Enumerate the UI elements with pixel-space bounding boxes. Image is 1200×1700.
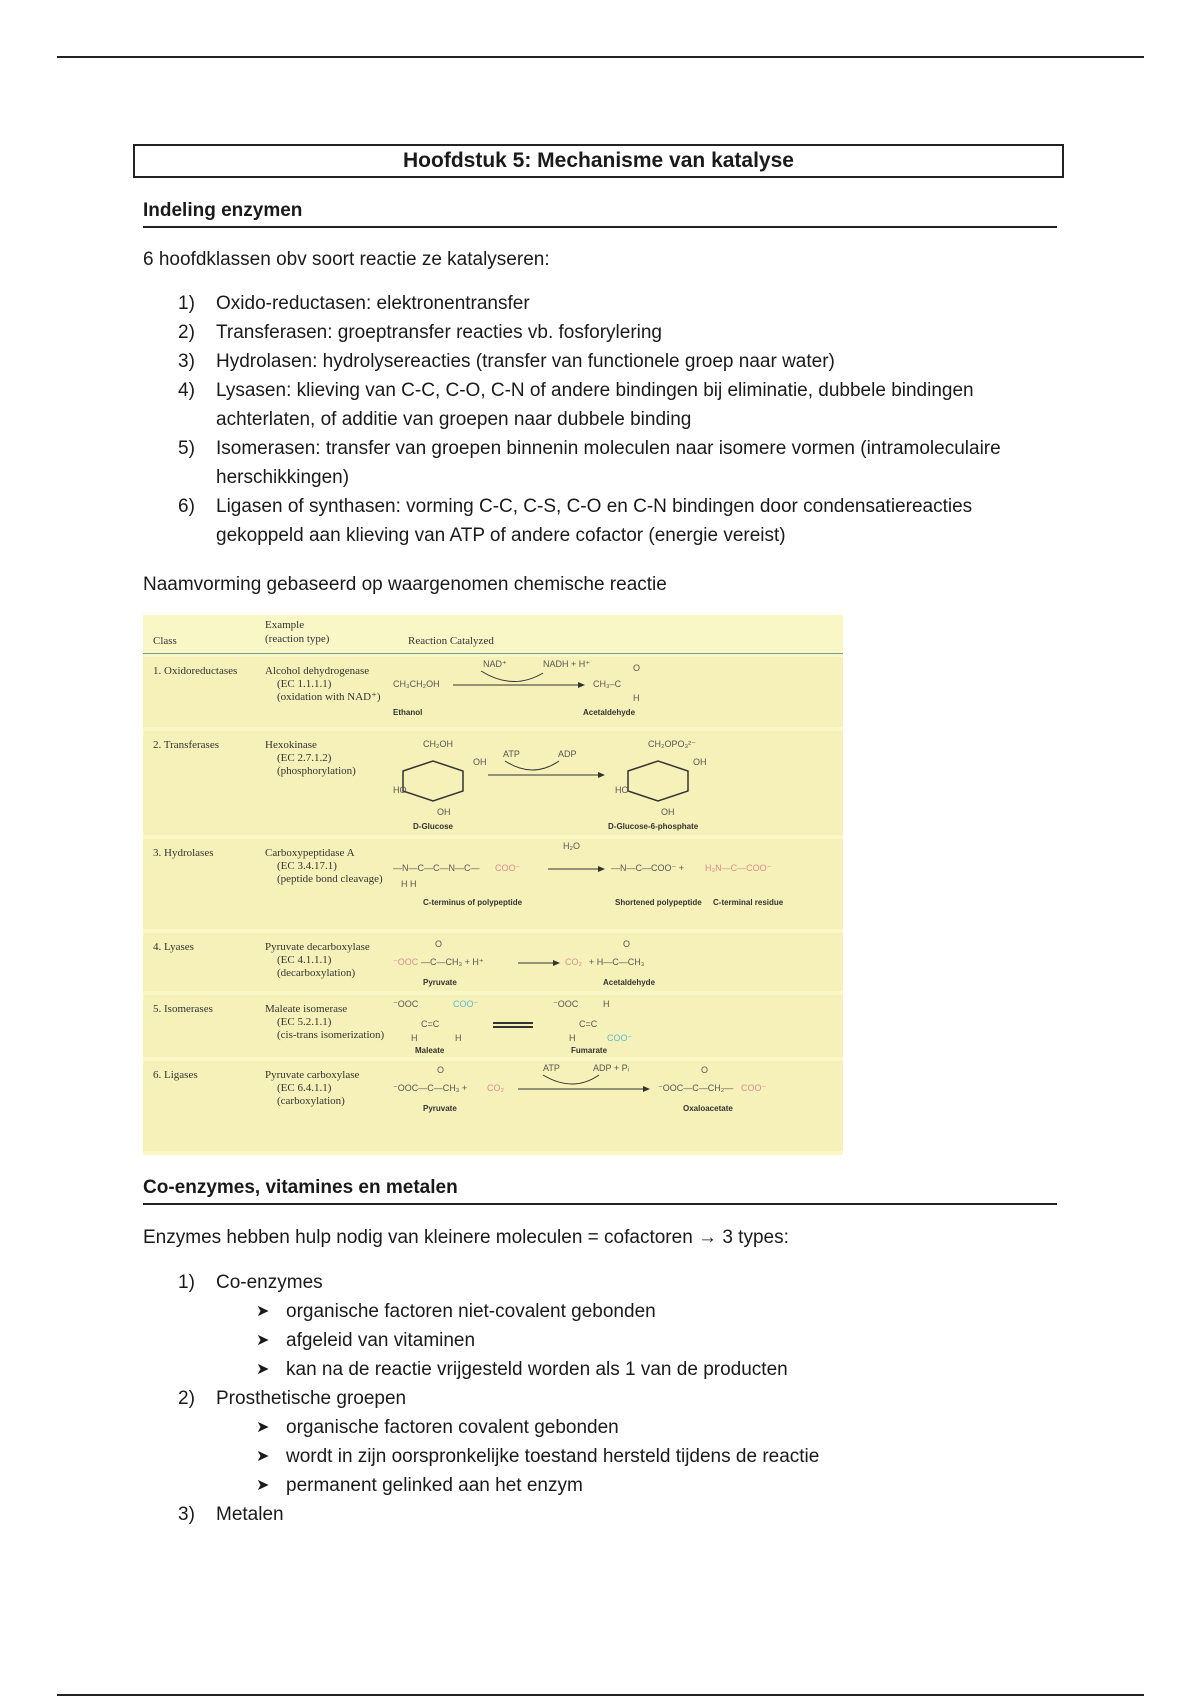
reaction-type: (oxidation with NAD⁺)	[277, 691, 381, 703]
bullet-text: permanent gelinked aan het enzym	[286, 1475, 583, 1496]
bullet-item	[256, 1355, 1058, 1384]
substrate-label: Pyruvate	[423, 1104, 457, 1113]
list-text: Ligasen of synthasen: vorming C-C, C-S, C-O en C-N bindingen door condensatiereacties gekoppeld aan klieving van ATP of andere cofactor (energie vereist)	[216, 496, 973, 546]
figure-header	[143, 615, 843, 654]
figure-row-lyases	[143, 933, 843, 991]
figure-row-oxidoreductases	[143, 657, 843, 727]
list-text: Transferasen: groeptransfer reacties vb. fosforylering	[216, 322, 662, 343]
cofactor-list	[178, 1268, 1058, 1529]
substrate-label: Ethanol	[393, 708, 423, 717]
arrow-bullet-icon: ➤	[256, 1419, 270, 1436]
footer-rule	[57, 1694, 1144, 1696]
figure-row-ligases	[143, 1061, 843, 1151]
list-number: 3)	[178, 1504, 195, 1525]
reaction-type: (phosphorylation)	[277, 765, 356, 777]
glucose-6-phosphate-ring	[628, 761, 688, 801]
svg-text:+ H—C—CH₃: + H—C—CH₃	[589, 957, 645, 967]
arrow-bullet-icon: ➤	[256, 1477, 270, 1494]
svg-text:HO: HO	[393, 785, 407, 795]
svg-text:C=C: C=C	[421, 1019, 440, 1029]
section-heading-coenzymes: Co-enzymes, vitamines en metalen	[143, 1177, 1057, 1205]
substrate-label: Maleate	[415, 1046, 445, 1055]
bullet-text: organische factoren covalent gebonden	[286, 1417, 619, 1438]
row-example	[265, 1003, 384, 1042]
naming-text: Naamvorming gebaseerd op waargenomen chemische reactie	[143, 574, 667, 595]
arrow-head	[598, 772, 605, 778]
row-class: 5. Isomerases	[153, 1003, 213, 1015]
ec-number: (EC 3.4.17.1)	[277, 860, 337, 872]
ec-number: (EC 4.1.1.1)	[277, 954, 332, 966]
row-class: 2. Transferases	[153, 739, 219, 751]
substrate-formula: CH₃CH₂OH	[393, 679, 440, 689]
bullet-item	[256, 1326, 1058, 1355]
col-reaction-header: Reaction Catalyzed	[408, 635, 494, 647]
arrow-head	[598, 866, 605, 872]
row-example	[265, 847, 383, 886]
svg-text:H H: H H	[401, 879, 417, 889]
row-example	[265, 1069, 359, 1108]
list-number: 5)	[178, 438, 195, 459]
col-example-sub: (reaction type)	[265, 633, 330, 645]
svg-text:—N—C—COO⁻ +: —N—C—COO⁻ +	[611, 863, 685, 873]
reaction-type: (decarboxylation)	[277, 967, 356, 979]
svg-text:⁻OOC: ⁻OOC	[553, 999, 579, 1009]
list-text: Hydrolasen: hydrolysereacties (transfer van functionele groep naar water)	[216, 351, 835, 372]
svg-text:H: H	[603, 999, 610, 1009]
glucose-ring	[403, 761, 463, 801]
svg-text:COO⁻: COO⁻	[453, 999, 479, 1009]
svg-text:O: O	[623, 939, 631, 949]
row-class: 3. Hydrolases	[153, 847, 214, 859]
row-class: 4. Lyases	[153, 941, 194, 953]
svg-text:H: H	[411, 1033, 418, 1043]
figure-row-transferases	[143, 731, 843, 835]
row-class: 1. Oxidoreductases	[153, 665, 238, 677]
section2-intro: Enzymes hebben hulp nodig van kleinere moleculen = cofactoren → 3 types:	[143, 1227, 789, 1248]
product2-label: C-terminal residue	[713, 898, 784, 907]
list-text: Prosthetische groepen	[216, 1388, 407, 1409]
svg-text:CO₂: CO₂	[487, 1083, 504, 1093]
enzyme-name: Maleate isomerase	[265, 1003, 348, 1015]
reaction-type: (cis-trans isomerization)	[277, 1029, 385, 1041]
cofactor-in: ATP	[503, 749, 520, 759]
product-formula: CH₃–C	[593, 679, 622, 689]
header-rule	[57, 56, 1144, 58]
chapter-title: Hoofdstuk 5: Mechanisme van katalyse	[133, 144, 1064, 178]
list-number: 1)	[178, 1272, 195, 1293]
cofactor-arrow	[505, 761, 559, 770]
product-label: Fumarate	[571, 1046, 608, 1055]
product-label: Acetaldehyde	[603, 978, 656, 987]
row-example	[265, 941, 370, 980]
svg-text:C=C: C=C	[579, 1019, 598, 1029]
bullet-text: organische factoren niet-covalent gebonden	[286, 1301, 656, 1322]
section-heading-indeling: Indeling enzymen	[143, 200, 1057, 228]
reaction-diagram	[393, 657, 833, 727]
list-number: 2)	[178, 1388, 195, 1409]
reaction-type: (peptide bond cleavage)	[277, 873, 383, 885]
bullet-item	[256, 1471, 1058, 1500]
list-text: Lysasen: klieving van C-C, C-O, C-N of andere bindingen bij eliminatie, dubbele bindingen achterlaten, of additie van groepen naar dubbele binding	[216, 380, 974, 430]
enzyme-name: Pyruvate decarboxylase	[265, 941, 370, 953]
bullet-item	[256, 1442, 1058, 1471]
svg-text:CH₂OPO₃²⁻: CH₂OPO₃²⁻	[648, 739, 696, 749]
svg-text:COO⁻: COO⁻	[607, 1033, 633, 1043]
arrow-bullet-icon: ➤	[256, 1448, 270, 1465]
list-item	[178, 492, 1058, 550]
enzyme-class-list	[178, 289, 1058, 550]
list-number: 6)	[178, 496, 195, 517]
list-item	[178, 1500, 1058, 1529]
list-number: 4)	[178, 380, 195, 401]
cofactor-arrow	[481, 671, 543, 682]
svg-text:COO⁻: COO⁻	[741, 1083, 767, 1093]
enzyme-name: Pyruvate carboxylase	[265, 1069, 360, 1081]
list-item	[178, 1384, 1058, 1413]
svg-text:OH: OH	[693, 757, 707, 767]
reaction-diagram	[393, 731, 833, 835]
col-example-header: Example	[265, 619, 305, 631]
bullet-text: afgeleid van vitaminen	[286, 1330, 476, 1351]
enzyme-name: Alcohol dehydrogenase	[265, 665, 370, 677]
ec-number: (EC 5.2.1.1)	[277, 1016, 332, 1028]
row-class: 6. Ligases	[153, 1069, 198, 1081]
svg-text:CO₂: CO₂	[565, 957, 582, 967]
reaction-diagram	[393, 839, 833, 929]
list-number: 2)	[178, 322, 195, 343]
svg-text:O: O	[633, 663, 641, 673]
bullet-text: wordt in zijn oorspronkelijke toestand hersteld tijdens de reactie	[286, 1446, 820, 1467]
list-item	[178, 289, 1058, 318]
reaction-diagram	[393, 933, 833, 991]
product-label: Shortened polypeptide	[615, 898, 702, 907]
enzyme-name: Carboxypeptidase A	[265, 847, 355, 859]
cofactor-in: H₂O	[563, 841, 580, 851]
substrate-label: Pyruvate	[423, 978, 457, 987]
svg-text:H: H	[633, 693, 640, 703]
figure-row-isomerases	[143, 995, 843, 1057]
svg-text:H₃N—C—COO⁻: H₃N—C—COO⁻	[705, 863, 772, 873]
list-number: 1)	[178, 293, 195, 314]
reaction-type: (carboxylation)	[277, 1095, 345, 1107]
arrow-head	[643, 1086, 650, 1092]
svg-text:⁻OOC: ⁻OOC	[393, 999, 419, 1009]
enzyme-classes-figure	[143, 615, 843, 1155]
row-example	[265, 739, 356, 778]
list-text: Metalen	[216, 1504, 284, 1525]
list-text: Oxido-reductasen: elektronentransfer	[216, 293, 530, 314]
svg-text:O: O	[701, 1065, 709, 1075]
bullet-item	[256, 1297, 1058, 1326]
col-class-header: Class	[153, 635, 177, 647]
bullet-text: kan na de reactie vrijgesteld worden als 1 van de producten	[286, 1359, 788, 1380]
svg-text:—N—C—C—N—C—: —N—C—C—N—C—	[393, 863, 480, 873]
svg-text:O: O	[437, 1065, 445, 1075]
svg-text:H: H	[455, 1033, 462, 1043]
svg-text:HO: HO	[615, 785, 629, 795]
svg-text:H: H	[569, 1033, 576, 1043]
arrow-head	[553, 960, 560, 966]
cofactor-in: ATP	[543, 1063, 560, 1073]
list-item	[178, 318, 1058, 347]
substrate-label: D-Glucose	[413, 822, 454, 831]
enzyme-name: Hexokinase	[265, 739, 317, 751]
arrow-bullet-icon: ➤	[256, 1361, 270, 1378]
svg-text:OH: OH	[437, 807, 451, 817]
product-label: D-Glucose-6-phosphate	[608, 822, 699, 831]
list-number: 3)	[178, 351, 195, 372]
ec-number: (EC 6.4.1.1)	[277, 1082, 332, 1094]
cofactor-arrow	[543, 1075, 599, 1084]
cofactor-out: ADP	[558, 749, 577, 759]
arrow-bullet-icon: ➤	[256, 1303, 270, 1320]
svg-text:⁻OOC—C—CH₃ +: ⁻OOC—C—CH₃ +	[393, 1083, 468, 1093]
substrate-label: C-terminus of polypeptide	[423, 898, 523, 907]
cofactor-in: NAD⁺	[483, 659, 507, 669]
svg-text:⁻OOC: ⁻OOC	[393, 957, 419, 967]
section-intro: 6 hoofdklassen obv soort reactie ze katalyseren:	[143, 249, 550, 270]
ec-number: (EC 1.1.1.1)	[277, 678, 332, 690]
list-item	[178, 376, 1058, 434]
ec-number: (EC 2.7.1.2)	[277, 752, 332, 764]
product-label: Oxaloacetate	[683, 1104, 733, 1113]
list-item	[178, 347, 1058, 376]
svg-text:CH₂OH: CH₂OH	[423, 739, 453, 749]
row-example	[265, 665, 381, 704]
reaction-diagram	[393, 995, 833, 1057]
svg-text:OH: OH	[473, 757, 487, 767]
cofactor-out: NADH + H⁺	[543, 659, 591, 669]
svg-text:O: O	[435, 939, 443, 949]
figure-row-hydrolases	[143, 839, 843, 929]
arrow-bullet-icon: ➤	[256, 1332, 270, 1349]
list-item	[178, 434, 1058, 492]
svg-text:OH: OH	[661, 807, 675, 817]
arrow-head	[578, 682, 585, 688]
svg-text:COO⁻: COO⁻	[495, 863, 521, 873]
list-item	[178, 1268, 1058, 1297]
product-label: Acetaldehyde	[583, 708, 636, 717]
svg-text:⁻OOC—C—CH₂—: ⁻OOC—C—CH₂—	[658, 1083, 734, 1093]
cofactor-out: ADP + Pᵢ	[593, 1063, 630, 1073]
reaction-diagram	[393, 1061, 833, 1151]
list-text: Co-enzymes	[216, 1272, 323, 1293]
svg-text:—C—CH₃ + H⁺: —C—CH₃ + H⁺	[421, 957, 484, 967]
bullet-item	[256, 1413, 1058, 1442]
list-text: Isomerasen: transfer van groepen binnenin moleculen naar isomere vormen (intramoleculaire herschikkingen)	[216, 438, 1001, 488]
